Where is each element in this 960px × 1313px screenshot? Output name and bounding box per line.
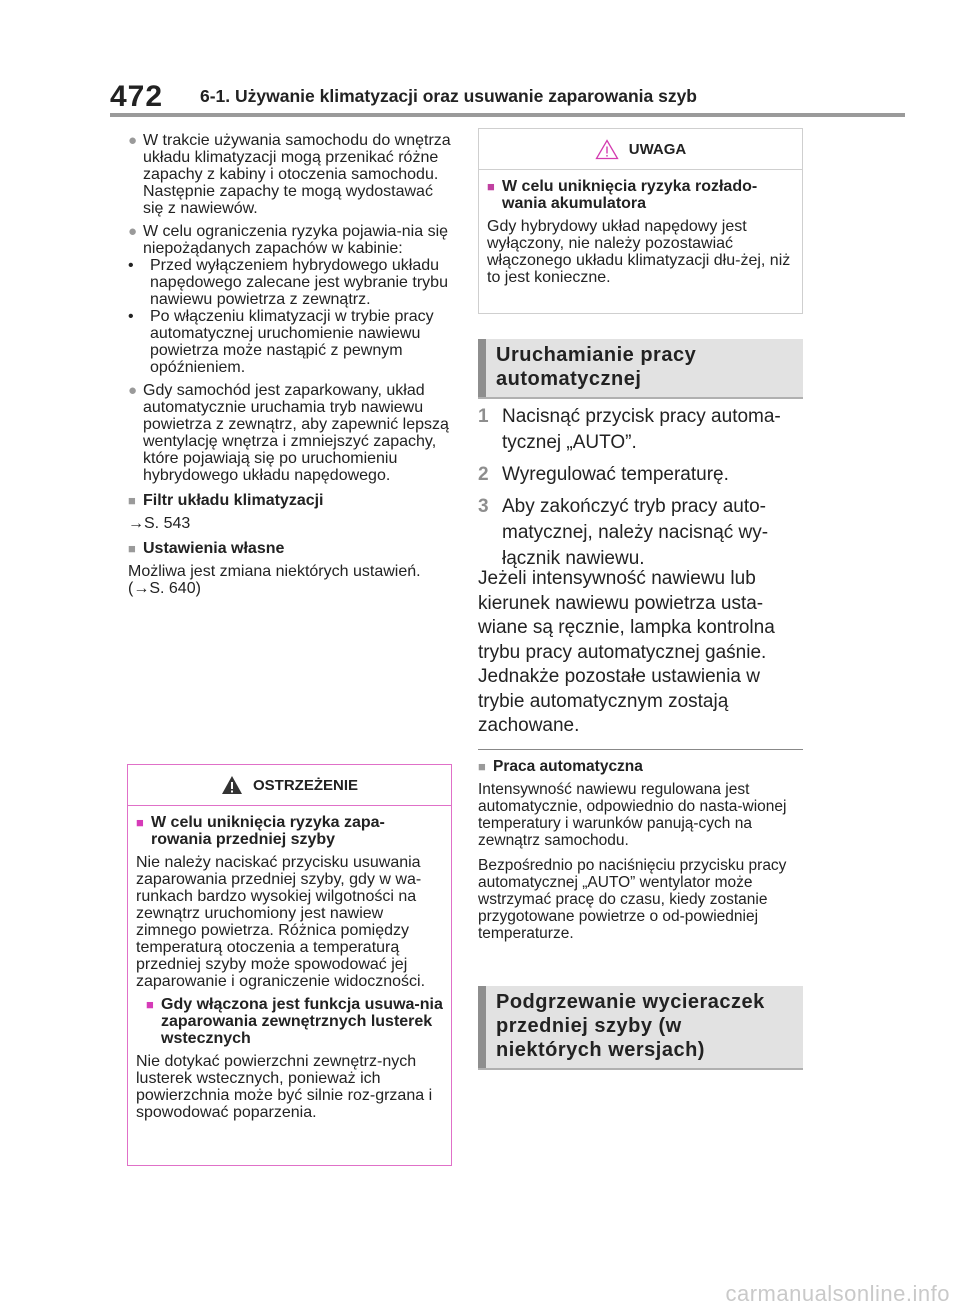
step-item: 2 Wyregulować temperaturę.: [478, 464, 729, 485]
caution-heading-1: ■ W celu uniknięcia ryzyka zapa-rowania przedniej szyby: [136, 814, 385, 848]
notice-header: UWAGA: [479, 129, 802, 169]
steps-list: [478, 404, 808, 578]
warning-triangle-icon: [221, 775, 243, 795]
sub-list-item: • Po włączeniu klimatyzacji w trybie pracy automatycznej uruchomienie nawiewu powietrza może nastąpić z pewnym opóźnieniem.: [128, 308, 434, 376]
auto-note-heading: ■ Praca automatyczna: [478, 758, 643, 775]
list-item: ● W trakcie używania samochodu do wnętrza układu klimatyzacji mogą przenikać różne zapachy z kabiny i otoczenia samochodu. Następnie zapachy te mogą wydostawać się z nawiewów.: [128, 132, 451, 217]
section-heading-auto: Uruchamianie pracy automatycznej: [478, 339, 803, 399]
watermark: carmanualsonline.info: [725, 1281, 950, 1306]
settings-heading: ■ Ustawienia własne: [128, 540, 285, 557]
auto-note-text-2: Bezpośrednio po naciśnięciu przycisku pracy automatycznej „AUTO” wentylator może wstrzymać pracę do czasu, kiedy zostanie przygotowane powietrze o od-powiedniej temperaturze.: [478, 857, 787, 942]
bullet-dot-icon: ●: [128, 132, 138, 149]
caution-header: OSTRZEŻENIE: [128, 765, 451, 805]
warning-triangle-icon: [595, 139, 619, 160]
filter-heading: ■ Filtr układu klimatyzacji: [128, 492, 324, 509]
square-bullet-icon: ■: [478, 759, 486, 774]
bullet-dot-icon: ●: [128, 223, 138, 240]
square-bullet-icon: ■: [128, 493, 136, 508]
square-bullet-icon: ■: [146, 997, 154, 1012]
caution-heading-2: ■ Gdy włączona jest funkcja usuwa-nia zaparowania zewnętrznych lusterek wstecznych: [146, 996, 443, 1047]
auto-note-text-1: Intensywność nawiewu regulowana jest automatycznie, odpowiednio do nasta-wionej temperatury i warunków panują-cych na zewnątrz samochodu.: [478, 781, 787, 849]
caution-box: [127, 764, 452, 1166]
step-item: 3 Aby zakończyć tryb pracy auto-matycznej, należy nacisnąć wy-łącznik nawiewu.: [478, 496, 769, 569]
left-column: [128, 132, 453, 603]
bullet-dot-icon: ●: [128, 382, 138, 399]
header-rule: [110, 113, 905, 117]
list-item: ● W celu ograniczenia ryzyka pojawia-nia się niepożądanych zapachów w kabinie:: [128, 223, 449, 257]
step-item: 1 Nacisnąć przycisk pracy automa-tycznej „AUTO”.: [478, 406, 781, 453]
section-heading-wiper-heating: Podgrzewanie wycieraczek przedniej szyby (w niektórych wersjach): [478, 986, 803, 1070]
notice-heading: ■ W celu uniknięcia ryzyka rozłado-wania akumulatora: [487, 178, 758, 212]
auto-note: [478, 758, 803, 948]
filter-page-ref: →S. 543: [128, 515, 191, 532]
caution-text-1: Nie należy naciskać przycisku usuwania zaparowania przedniej szyby, gdy w wa-runkach bardzo wysokiej wilgotności na zewnątrz uruchomiony jest nawiew zimnego powietrza. Różnica pomiędzy temperaturą otoczenia a temperaturą przedniej szyby może spowodować jej zaparowanie i ograniczenie widoczności.: [136, 854, 426, 990]
settings-text: Możliwa jest zmiana niektórych ustawień. (→S. 640): [128, 563, 421, 597]
square-bullet-icon: ■: [487, 179, 495, 194]
page-number: 472: [110, 80, 164, 113]
list-item: ● Gdy samochód jest zaparkowany, układ automatycznie uruchamia tryb nawiewu powietrza z zewnątrz, aby zapewnić lepszą wentylację wnętrza i zmniejszyć zapachy, które pojawiają się po uruchomieniu hybrydowego układu napędowego.: [128, 382, 449, 484]
square-bullet-icon: ■: [128, 541, 136, 556]
chapter-title: 6-1. Używanie klimatyzacji oraz usuwanie zaparowania szyb: [200, 86, 697, 106]
notice-text: Gdy hybrydowy układ napędowy jest wyłączony, nie należy pozostawiać włączonego układu klimatyzacji dłu-żej, niż to jest konieczne.: [487, 218, 791, 286]
divider: [478, 749, 803, 750]
sub-list-item: • Przed wyłączeniem hybrydowego układu napędowego zalecane jest wybranie trybu nawiewu powietrza z zewnątrz.: [128, 257, 448, 308]
notice-box: [478, 128, 803, 314]
square-bullet-icon: ■: [136, 815, 144, 830]
auto-mode-paragraph: Jeżeli intensywność nawiewu lub kierunek nawiewu powietrza usta-wiane są ręcznie, lampka kontrolna trybu pracy automatycznej gaśnie. Jednakże pozostałe ustawienia w trybie automatycznym zostają zachowane.: [478, 568, 775, 736]
caution-text-2: Nie dotykać powierzchni zewnętrz-nych lusterek wstecznych, ponieważ ich powierzchnia może być silnie roz-grzana i spowodować poparzenia.: [136, 1053, 433, 1121]
